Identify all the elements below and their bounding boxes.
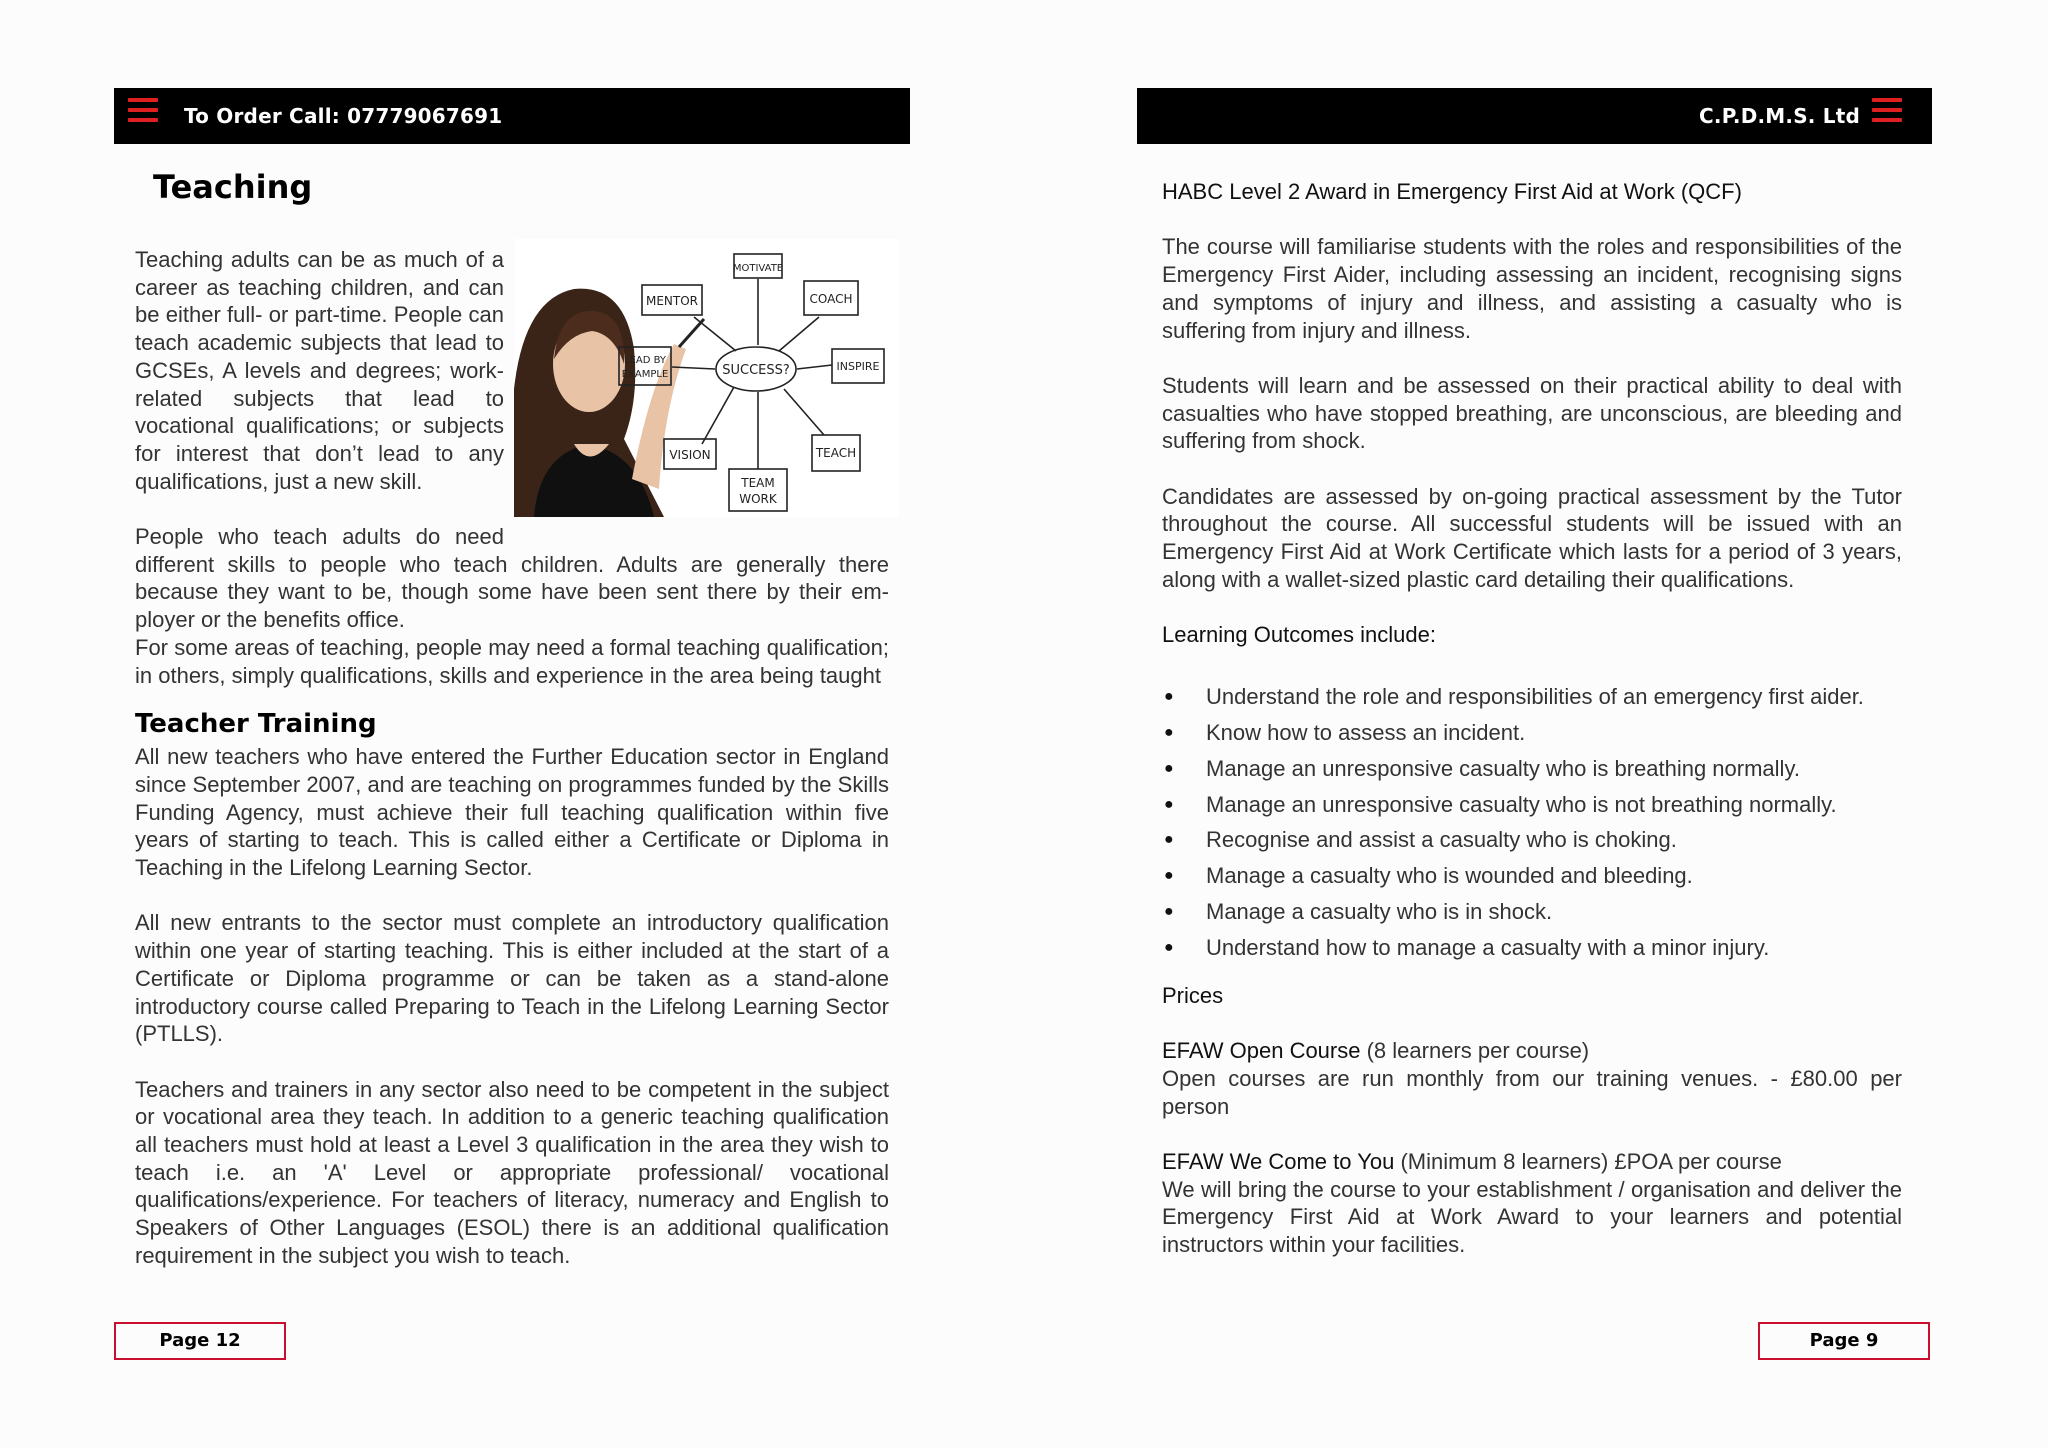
training-paragraph: Teachers and trainers in any sector also need to be competent in the subject or vocational area they teach. In addition to a generic teaching qualification all teachers must hold at least a Level 3 qualification in the area they wish to teach i.e. an 'A' Level or appropriate professional/ vocational qualifications/experience. For teachers of literacy, numeracy and English to Speakers of Other Languages (ESOL) there is an additional qualification requirement in the subject you wish to teach. — [135, 1076, 889, 1268]
label-mentor: MENTOR — [645, 294, 699, 308]
label-motivate: MOTIVATE — [732, 263, 784, 274]
course-paragraph: The course will familiarise students with the roles and responsibilities of the Emergency First Aider, including assessing an incident, recognising signs and symptoms of injury and illness, and assisting a casualty who is suffering from injury and illness. — [1162, 234, 1902, 343]
label-success: SUCCESS? — [722, 363, 790, 378]
label-vision: VISION — [669, 448, 711, 462]
right-header-bar — [1137, 88, 1932, 144]
training-paragraph: All new entrants to the sector must complete an introductory qualification within one year of starting teaching. This is either included at the start of a Certificate or Diploma programme or can be taken as a stand-alone introductory course called Preparing to Teach in the Lifelong Learning Sector (PTLLS). — [135, 910, 889, 1047]
open-course-line — [1162, 1037, 1902, 1065]
right-column — [1162, 178, 1902, 1287]
label-team-2: WORK — [739, 492, 777, 506]
come-to-you-name: EFAW We Come to You — [1162, 1149, 1395, 1175]
list-item: ● Understand the role and responsibilities of an emergency first aider. — [1162, 683, 1902, 711]
come-to-you-description: We will bring the course to your establishment / organisation and deliver the Emergency First Aid at Work Award to your learners and potential instructors within your facilities. — [1162, 1176, 1902, 1258]
list-item: ● Recognise and assist a casualty who is choking. — [1162, 826, 1902, 854]
page-number-right: Page 9 — [1758, 1322, 1930, 1360]
course-paragraph: Candidates are assessed by on-going practical assessment by the Tutor throughout the course. All successful students will be issued with an Emergency First Aid at Work Certificate which lasts for a period of 3 years, along with a wallet-sized plastic card detailing their qualifications. — [1162, 483, 1902, 592]
intro-paragraph: Teaching adults can be as much of a career as teaching children, and can be either full- or part-time. People can teach academic subjects that lead to GCSEs, A levels and degrees; work-related subjects that lead to vocational qualifications; or subjects for interest that don’t lead to any qualifications, just a new skill. — [135, 247, 504, 494]
list-item: ● Manage an unresponsive casualty who is not breathing normally. — [1162, 791, 1902, 819]
outcomes-heading: Learning Outcomes include: — [1162, 622, 1436, 648]
label-team: TEAM — [741, 476, 775, 490]
prices-heading: Prices — [1162, 982, 1224, 1008]
list-item: ● Know how to assess an incident. — [1162, 719, 1902, 747]
section-heading: Teacher Training — [135, 709, 377, 740]
list-item: ● Manage a casualty who is wounded and bleeding. — [1162, 862, 1902, 890]
label-teach: TEACH — [815, 446, 857, 460]
left-column — [135, 246, 889, 1297]
label-lead-2: EXAMPLE — [621, 369, 669, 380]
left-header-bar — [114, 88, 910, 144]
come-to-you-line — [1162, 1148, 1902, 1176]
intro-paragraph: For some areas of teaching, people may need a formal teaching qualification; in others, simply qualifications, skills and experience in the area being taught — [135, 634, 889, 688]
list-item: ● Manage an unresponsive casualty who is breathing normally. — [1162, 755, 1902, 783]
label-lead: LEAD BY — [623, 355, 667, 366]
course-paragraph: Students will learn and be assessed on their practical ability to deal with casualties who have stopped breathing, are unconscious, are bleeding and suffering from shock. — [1162, 372, 1902, 454]
teaching-success-image — [514, 239, 899, 517]
course-title: HABC Level 2 Award in Emergency First Aid at Work (QCF) — [1162, 179, 1742, 204]
order-phone-text: To Order Call: 07779067691 — [184, 104, 503, 128]
page-title: Teaching — [153, 168, 313, 206]
list-item: ● Manage a casualty who is in shock. — [1162, 898, 1902, 926]
menu-icon — [1872, 98, 1902, 122]
come-to-you-detail: (Minimum 8 learners) £POA per course — [1394, 1149, 1782, 1175]
label-coach: COACH — [809, 292, 853, 306]
open-course-description: Open courses are run monthly from our training venues. - £80.00 per person — [1162, 1065, 1902, 1119]
intro-paragraph: People who teach adults do need different skills to people who teach children. Adults are generally there because they want to be, though some have been sent there by their employer or the benefits office. — [135, 524, 889, 633]
open-course-name: EFAW Open Course — [1162, 1038, 1361, 1064]
menu-icon — [128, 98, 158, 122]
list-item: ● Understand how to manage a casualty with a minor injury. — [1162, 934, 1902, 962]
page-number-left: Page 12 — [114, 1322, 286, 1360]
training-paragraph: All new teachers who have entered the Further Education sector in England since September 2007, and are teaching on programmes funded by the Skills Funding Agency, must achieve their full teaching qualification within five years of starting to teach. This is called either a Certificate or Diploma in Teaching in the Lifelong Learning Sector. — [135, 744, 889, 881]
label-inspire: INSPIRE — [836, 360, 880, 373]
open-course-detail: (8 learners per course) — [1360, 1038, 1590, 1064]
outcomes-list — [1162, 683, 1902, 962]
company-name: C.P.D.M.S. Ltd — [1699, 104, 1860, 128]
